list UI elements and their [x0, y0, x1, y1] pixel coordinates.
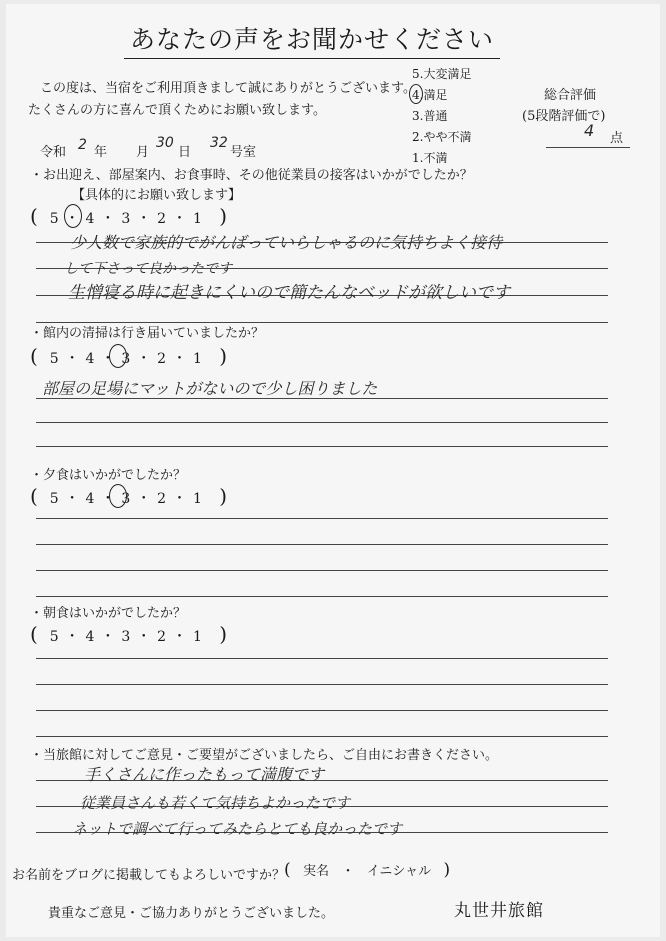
blog-question: お名前をブログに掲載してもよろしいですか？ [12, 868, 286, 883]
q1-text: ・お出迎え、部屋案内、お食事時、その他従業員の接客はいかがでしたか？ [30, 168, 473, 183]
q3-selected-circle [109, 484, 127, 508]
scale-4-circle-mark [409, 84, 423, 104]
q3-line-4 [36, 596, 608, 597]
date-era: 令和 [40, 145, 67, 160]
q5-answer-3: ネットで調べて行ってみたらとても良かったです [72, 820, 403, 838]
page-title: あなたの声をお聞かせください [124, 20, 500, 59]
scale-4: 4.満足 [412, 88, 448, 102]
q3-text: ・夕食はいかがでしたか？ [30, 468, 187, 483]
q2-line-2 [36, 422, 608, 423]
date-month-label: 月 [136, 145, 150, 160]
q4-text: ・朝食はいかがでしたか？ [30, 606, 187, 621]
q3-line-3 [36, 570, 608, 571]
thanks-text: 貴重なご意見・ご協力ありがとうございました。 [48, 906, 335, 921]
overall-note: (5段階評価で) [522, 109, 606, 124]
intro-line-2: たくさんの方に喜んで頂くためにお願い致します。 [28, 103, 326, 118]
q3-rating[interactable]: ( 5 ・ 4 ・ 3 ・ 2 ・ 1 ) [30, 484, 229, 508]
date-year: 2 [78, 137, 87, 153]
q1-rating[interactable]: ( 5 ・ 4 ・ 3 ・ 2 ・ 1 ) [30, 204, 229, 228]
q1-answer-2: して下さって良かったです [64, 261, 232, 277]
q4-line-2 [36, 684, 608, 685]
date-year-label: 年 [94, 145, 108, 160]
q3-line-1 [36, 518, 608, 519]
q1-selected-circle [64, 204, 82, 228]
inn-name: 丸世井旅館 [454, 901, 544, 921]
scale-5: 5.大変満足 [412, 67, 472, 81]
q2-line-3 [36, 446, 608, 447]
blog-options[interactable]: ( 実名 ・ イニシャル ) [284, 860, 451, 880]
q2-selected-circle [109, 344, 127, 368]
overall-label: 総合評価 [544, 88, 597, 103]
q4-rating[interactable]: ( 5 ・ 4 ・ 3 ・ 2 ・ 1 ) [30, 622, 229, 646]
q5-answer-1: 手くさんに作ったもって満腹です [84, 765, 325, 784]
q3-line-2 [36, 544, 608, 545]
q1-answer-1: 少人数で家族的でがんばっていらしゃるのに気持ちよく接待 [70, 233, 503, 252]
intro-line-1: この度は、当宿をご利用頂きまして誠にありがとうございます。 [40, 81, 416, 96]
survey-sheet [6, 4, 660, 937]
q4-line-3 [36, 710, 608, 711]
q1-answer-3: 生憎寝る時に起きにくいので簡たんなベッドが欲しいです [68, 283, 510, 303]
q4-line-4 [36, 736, 608, 737]
scale-2: 2.やや不満 [412, 130, 472, 144]
q2-text: ・館内の清掃は行き届いていましたか？ [30, 326, 265, 341]
q5-answer-2: 従業員さんも若くて気持ちよかったです [80, 794, 351, 812]
scale-3: 3.普通 [412, 109, 448, 123]
q2-rating[interactable]: ( 5 ・ 4 ・ 3 ・ 2 ・ 1 ) [30, 344, 229, 368]
date-day-label: 日 [178, 145, 192, 160]
q2-answer-1: 部屋の足場にマットがないので少し困りました [42, 379, 378, 398]
date-day: 30 [156, 135, 174, 151]
room-number: 32 [210, 135, 228, 151]
q1-subnote: 【具体的にお願い致します】 [72, 188, 242, 203]
overall-unit: 点 [610, 131, 624, 146]
overall-score: 4 [584, 121, 595, 140]
scale-1: 1.不満 [412, 151, 448, 165]
room-label: 号室 [230, 145, 257, 160]
q5-text: ・当旅館に対してご意見・ご要望がございましたら、ご自由にお書きください。 [30, 748, 499, 763]
overall-score-line [546, 147, 630, 148]
q4-line-1 [36, 658, 608, 659]
